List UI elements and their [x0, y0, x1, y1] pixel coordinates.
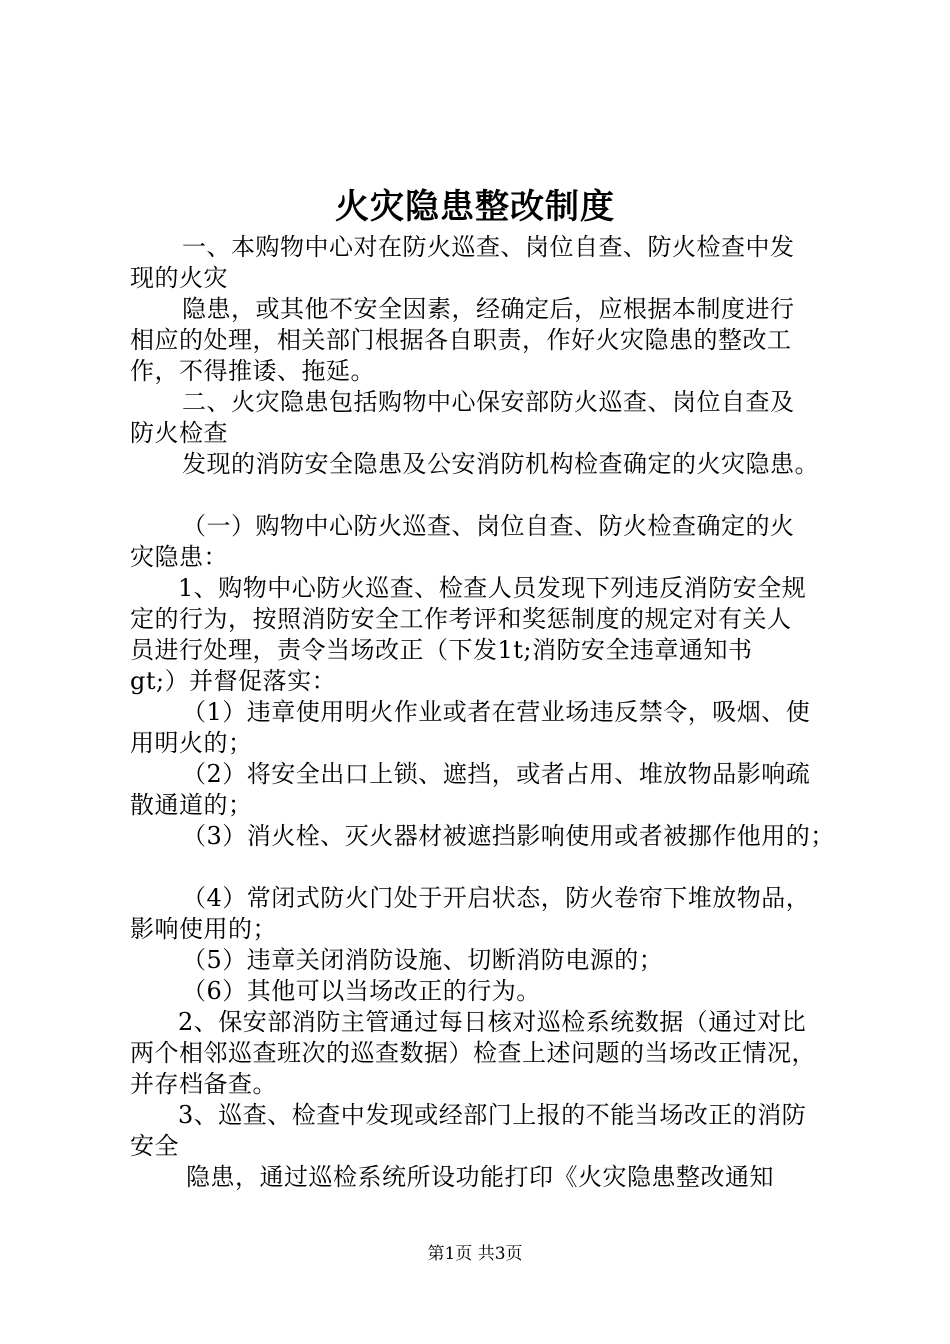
- text-line: 隐患，或其他不安全因素，经确定后，应根据本制度进行: [182, 295, 795, 323]
- text-line: 2、保安部消防主管通过每日核对巡检系统数据（通过对比: [178, 1008, 807, 1036]
- text-line: （6）其他可以当场改正的行为。: [182, 977, 541, 1005]
- text-line: 隐患，通过巡检系统所设功能打印《火灾隐患整改通知: [186, 1163, 774, 1191]
- page-number-footer: 第1页 共3页: [427, 1244, 523, 1264]
- text-line: 并存档备查。: [130, 1070, 277, 1098]
- text-line: 相应的处理，相关部门根据各自职责，作好火灾隐患的整改工: [130, 326, 792, 354]
- text-line: （1）违章使用明火作业或者在营业场违反禁令，吸烟、使: [182, 698, 811, 726]
- text-line: 现的火灾: [130, 264, 228, 292]
- text-line: 二、火灾隐患包括购物中心保安部防火巡查、岗位自查及: [182, 388, 795, 416]
- document-body: [130, 232, 850, 1193]
- text-line: 防火检查: [130, 419, 228, 447]
- text-line: （4）常闭式防火门处于开启状态，防火卷帘下堆放物品，: [182, 884, 811, 912]
- text-line: 散通道的；: [130, 791, 253, 819]
- text-line: 1、购物中心防火巡查、检查人员发现下列违反消防安全规: [178, 574, 807, 602]
- text-line: 作，不得推诿、拖延。: [130, 357, 375, 385]
- text-line: 定的行为，按照消防安全工作考评和奖惩制度的规定对有关人: [130, 605, 792, 633]
- text-line: 3、巡查、检查中发现或经部门上报的不能当场改正的消防: [178, 1101, 807, 1129]
- text-line: gt;）并督促落实：: [130, 667, 337, 695]
- text-line: [130, 852, 850, 883]
- text-line: 两个相邻巡查班次的巡查数据）检查上述问题的当场改正情况，: [130, 1039, 816, 1067]
- text-line: 一、本购物中心对在防火巡查、岗位自查、防火检查中发: [182, 233, 795, 261]
- text-line: 安全: [130, 1132, 179, 1160]
- text-line: （一）购物中心防火巡查、岗位自查、防火检查确定的火: [182, 512, 795, 540]
- text-line: [130, 480, 850, 511]
- text-line: 员进行处理，责令当场改正（下发1t;消防安全违章通知书: [130, 636, 753, 664]
- document-title: 火灾隐患整改制度: [335, 187, 615, 227]
- text-line: 灾隐患：: [130, 543, 228, 571]
- text-line: （2）将安全出口上锁、遮挡，或者占用、堆放物品影响疏: [182, 760, 811, 788]
- text-line: （5）违章关闭消防设施、切断消防电源的；: [182, 946, 664, 974]
- text-line: （3）消火栓、灭火器材被遮挡影响使用或者被挪作他用的；: [182, 822, 835, 850]
- text-line: 发现的消防安全隐患及公安消防机构检查确定的火灾隐患。: [182, 450, 819, 478]
- text-line: 用明火的；: [130, 729, 253, 757]
- text-line: 影响使用的；: [130, 915, 277, 943]
